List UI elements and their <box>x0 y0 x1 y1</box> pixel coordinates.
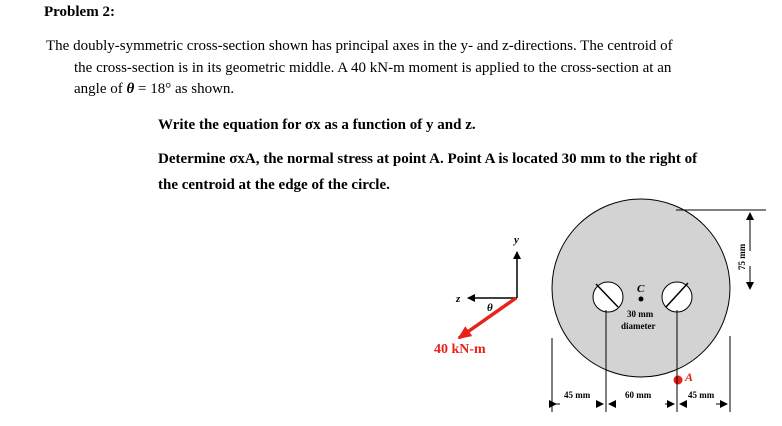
right-hole <box>662 282 692 312</box>
dim-right-label: 45 mm <box>688 390 715 400</box>
moment-label: 40 kN-m <box>434 342 486 357</box>
question-1: Write the equation for σx as a function of y and z. <box>158 117 476 133</box>
dim-middle-label: 60 mm <box>625 390 652 400</box>
question-2-line-2: the centroid at the edge of the circle. <box>158 177 390 193</box>
statement-line-3-prefix: angle of <box>74 81 127 97</box>
hole-label-line-2: diameter <box>621 321 656 331</box>
hole-label-line-1: 30 mm <box>627 309 654 319</box>
question-2-line-1: Determine σxA, the normal stress at point A. Point A is located 30 mm to the right of <box>158 151 698 167</box>
theta-symbol: θ <box>126 81 135 97</box>
cross-section <box>552 199 730 385</box>
statement-line-2: the cross-section is in its geometric middle. A 40 kN-m moment is applied to the cross-section at an <box>74 59 672 76</box>
statement-line-3-eq: = 18° as shown. <box>134 81 235 97</box>
dim-radius-label: 75 mm <box>737 243 747 270</box>
centroid-dot <box>639 297 644 302</box>
dim-left-label: 45 mm <box>564 390 591 400</box>
centroid-label: C <box>637 283 645 295</box>
point-a-label: A <box>685 370 694 384</box>
statement-line-1: The doubly-symmetric cross-section shown has principal axes in the y- and z-directions. The centroid of <box>46 38 673 54</box>
problem-heading: Problem 2: <box>44 4 115 20</box>
z-axis-label: z <box>456 293 461 305</box>
angle-label: θ <box>487 302 493 314</box>
y-axis-label: y <box>514 234 519 246</box>
point-a-marker <box>674 376 683 385</box>
